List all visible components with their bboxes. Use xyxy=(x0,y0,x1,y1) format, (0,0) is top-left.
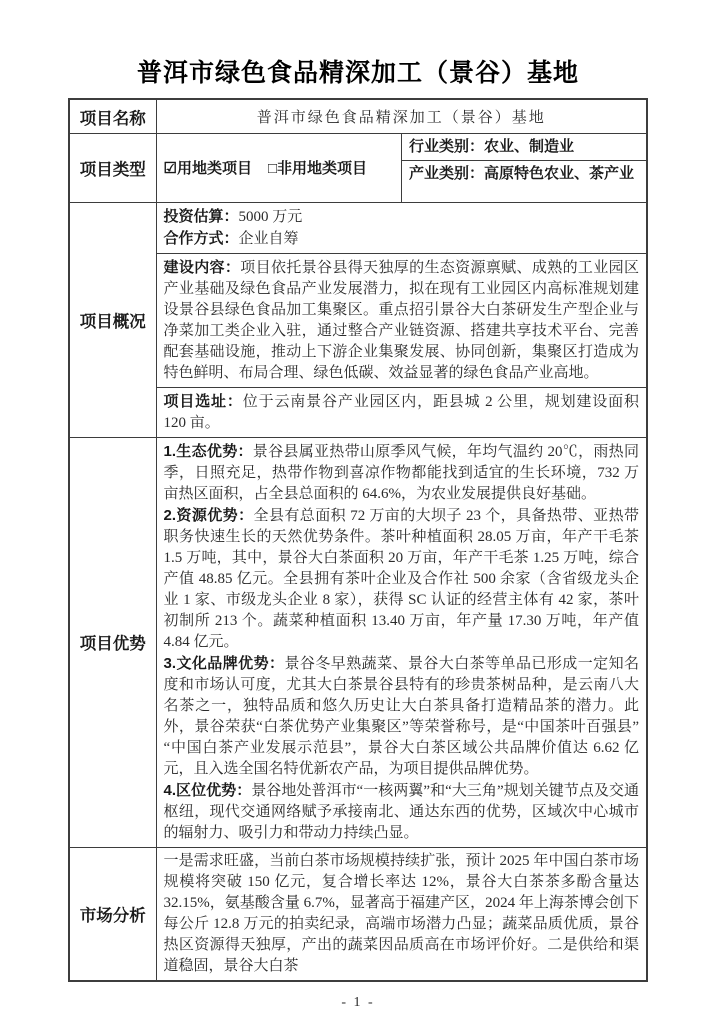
advantage-resource-label: 2.资源优势： xyxy=(163,506,254,524)
site-selection-text: 位于云南景谷产业园区内，距县城 2 公里，规划建设面积 120 亩。 xyxy=(163,393,639,431)
row-label-project-advantages: 项目优势 xyxy=(69,437,156,847)
advantage-brand-text: 景谷冬早熟蔬菜、景谷大白茶等单品已形成一定知名度和市场认可度，尤其大白茶景谷县特有的珍贵茶树品种，是云南八大名茶之一，独特品质和悠久历史让大白茶具备打造精品茶的潜力。此外，景谷荣获“白茶优势产业集聚区”等荣誉称号，是“中国茶叶百强县” “中国白茶产业发展示范县”，景谷大白茶区域公共品牌价值达 6.62 亿元，且入选全国名特优新农产品，为项目提供品牌优势。 xyxy=(163,655,639,777)
advantage-ecology-text: 景谷县属亚热带山原季风气候，年均气温约 20℃，雨热同季，日照充足，热带作物到喜凉作物都能找到适宜的生长环境，732 万亩热区面积，占全县总面积的 64.6%，为农业发展提供良好基础。 xyxy=(163,443,639,502)
construction-content-text: 项目依托景谷县得天独厚的生态资源禀赋、成熟的工业园区产业基础及绿色食品产业发展潜力，拟在现有工业园区内高标准规划建设景谷县绿色食品加工集聚区。重点招引景谷大白茶研发生产型企业与净菜加工类企业入驻，通过整合产业链资源、搭建共享技术平台、完善配套基础设施，推动上下游企业集聚发展、协同创新，集聚区打造成为特色鲜明、布局合理、绿色低碳、效益显著的绿色食品产业高地。 xyxy=(163,259,639,381)
market-analysis-paragraph: 一是需求旺盛，当前白茶市场规模持续扩张，预计 2025 年中国白茶市场规模将突破 150 亿元，复合增长率达 12%，景谷大白茶茶多酚含量达 32.15%，氨基酸含量 6.7%，显著高于福建产区，2024 年上海茶博会创下每公斤 12.8 万元的拍卖纪录，高端市场潜力凸显；蔬菜品质优质，景谷热区资源得天独厚，产出的蔬菜因品质高在市场评价好。二是供给和渠道稳固，景谷大白茶 xyxy=(163,852,639,974)
cooperation-method-label: 合作方式： xyxy=(163,229,239,247)
industry-category-text: 行业类别：农业、制造业 xyxy=(402,133,648,160)
project-info-table xyxy=(68,98,648,982)
advantage-resource-text: 全县有总面积 72 万亩的大坝子 23 个，具备热带、亚热带职务快速生长的天然优势条件。茶叶种植面积 28.05 万亩，年产干毛茶 1.5 万吨，其中，景谷大白茶面积 20 万亩，年产干毛茶 1.25 万吨，综合产值 48.85 亿元。全县拥有茶叶企业及合作社 500 余家（含省级龙头企业 1 家、市级龙头企业 8 家），获得 SC 认证的经营主体有 42 家，茶叶初制所 213 个。蔬菜种植面积 13.40 万亩，年产量 17.30 万吨，年产值 4.84 亿元。 xyxy=(163,507,639,650)
project-advantages-row xyxy=(69,437,647,847)
construction-content-row xyxy=(69,253,647,387)
construction-content-cell xyxy=(156,253,647,387)
project-type-row xyxy=(69,133,647,160)
advantage-item-ecology xyxy=(164,441,640,505)
advantage-brand-label: 3.文化品牌优势： xyxy=(163,654,285,672)
checkbox-non-land-project: □非用地类项目 xyxy=(267,160,368,178)
investment-estimate-line xyxy=(164,206,640,228)
advantage-location-text: 景谷地处普洱市“一核两翼”和“大三角”规划关键节点及交通枢纽，现代交通网络赋予承接南北、通达东西的优势，区域次中心城市的辐射力、吸引力和带动力持续凸显。 xyxy=(163,782,639,841)
row-label-market-analysis: 市场分析 xyxy=(69,847,156,981)
advantage-ecology-label: 1.生态优势： xyxy=(163,442,253,460)
project-advantages-cell xyxy=(156,437,647,847)
cooperation-method-line xyxy=(164,228,640,250)
investment-estimate-label: 投资估算： xyxy=(163,207,239,225)
row-label-project-type: 项目类型 xyxy=(69,133,156,202)
project-name-value: 普洱市绿色食品精深加工（景谷）基地 xyxy=(156,99,647,133)
overview-basic-info-cell xyxy=(156,202,647,253)
document-title: 普洱市绿色食品精深加工（景谷）基地 xyxy=(136,60,579,87)
site-selection-paragraph xyxy=(164,391,640,434)
sector-category-text: 产业类别：高原特色农业、茶产业 xyxy=(402,160,648,202)
advantage-item-resource xyxy=(164,505,640,653)
project-name-row xyxy=(69,99,647,133)
construction-content-paragraph xyxy=(164,257,640,384)
page-number: - 1 - xyxy=(341,994,375,1010)
site-selection-row xyxy=(69,387,647,437)
row-label-project-name: 项目名称 xyxy=(69,99,156,133)
advantage-item-brand xyxy=(164,653,640,780)
site-selection-label: 项目选址： xyxy=(163,392,243,410)
row-label-project-overview: 项目概况 xyxy=(69,202,156,437)
cooperation-method-value: 企业自筹 xyxy=(238,230,299,247)
advantage-item-location xyxy=(164,780,640,844)
investment-estimate-value: 5000 万元 xyxy=(238,208,303,225)
market-analysis-row xyxy=(69,847,647,981)
project-type-checkboxes xyxy=(156,133,402,202)
checkbox-land-project: ☑用地类项目 xyxy=(163,160,252,178)
site-selection-cell xyxy=(156,387,647,437)
project-overview-row xyxy=(69,202,647,253)
advantage-location-label: 4.区位优势： xyxy=(163,781,252,799)
market-analysis-cell xyxy=(156,847,647,981)
construction-content-label: 建设内容： xyxy=(163,258,241,276)
